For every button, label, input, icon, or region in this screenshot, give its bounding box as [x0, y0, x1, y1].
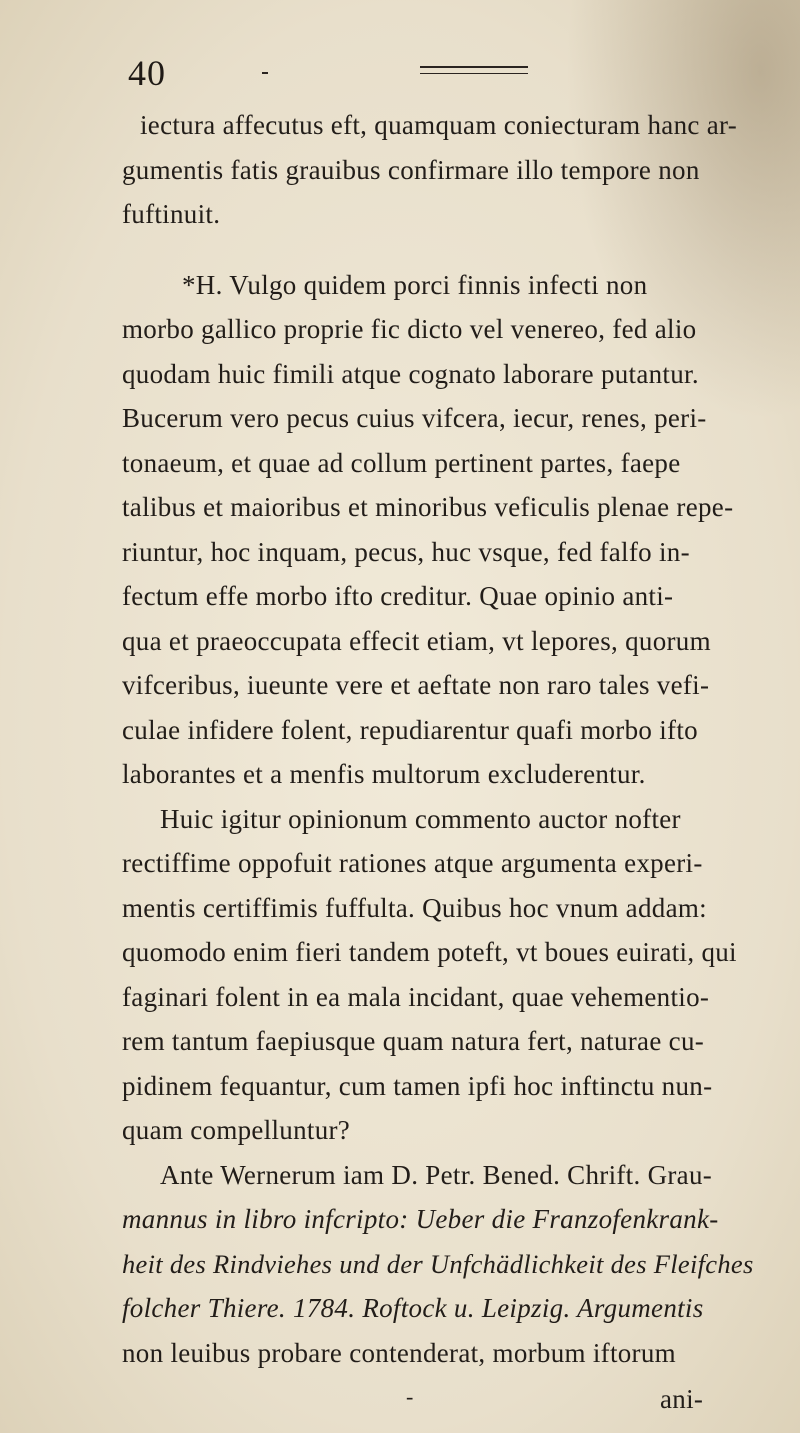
text-line: mentis certiffimis fuffulta. Quibus hoc vnum addam:: [122, 892, 707, 923]
text-line: riuntur, hoc inquam, pecus, huc vsque, fed falfo in-: [122, 536, 690, 567]
text-line: non leuibus probare contenderat, morbum iftorum: [122, 1337, 676, 1368]
text-line: culae infidere folent, repudiarentur quafi morbo ifto: [122, 714, 698, 745]
footer-dash: -: [406, 1384, 414, 1409]
text-line: vifceribus, iueunte vere et aeftate non raro tales vefi-: [122, 670, 710, 700]
catchword: ani-: [660, 1384, 704, 1414]
text-line: quam compelluntur?: [122, 1115, 351, 1145]
text-line: rectiffime oppofuit rationes atque argumenta experi-: [122, 848, 703, 878]
text-line: laborantes et a menfis multorum excluderentur.: [122, 759, 646, 789]
text-line: Huic igitur opinionum commento auctor nofter: [160, 803, 681, 834]
text-line: morbo gallico proprie fic dicto vel venereo, fed alio: [122, 314, 697, 344]
text-line: quodam huic fimili atque cognato laborare putantur.: [122, 358, 699, 389]
text-line: fuftinuit.: [122, 199, 221, 229]
text-line: iectura affecutus eft, quamquam coniecturam hanc ar-: [140, 110, 738, 140]
text-line: Ante Wernerum iam D. Petr. Bened. Chrift. Grau-: [160, 1159, 713, 1190]
header-rule: [420, 66, 528, 74]
text-line: mannus in libro infcripto: Ueber die Franzofenkrank-: [122, 1204, 719, 1234]
text-line: rem tantum faepiusque quam natura fert, naturae cu-: [122, 1026, 705, 1056]
text-line: qua et praeoccupata effecit etiam, vt lepores, quorum: [122, 625, 711, 656]
text-line: heit des Rindviehes und der Unfchädlichkeit des Fleifches: [122, 1248, 754, 1279]
header-dash-mark: [262, 72, 268, 74]
page-number: 40: [128, 53, 166, 93]
text-line: Bucerum vero pecus cuius vifcera, iecur, renes, peri-: [122, 403, 707, 433]
text-line: tonaeum, et quae ad collum pertinent partes, faepe: [122, 447, 681, 478]
text-line: faginari folent in ea mala incidant, quae vehementio-: [122, 981, 710, 1012]
text-line: folcher Thiere. 1784. Roftock u. Leipzig. Argumentis: [122, 1293, 704, 1323]
text-line: talibus et maioribus et minoribus veficulis plenae repe-: [122, 492, 734, 522]
text-line: quomodo enim fieri tandem poteft, vt boues euirati, qui: [122, 937, 737, 967]
text-line: *H. Vulgo quidem porci finnis infecti non: [182, 269, 648, 300]
text-line: fectum effe morbo ifto creditur. Quae opinio anti-: [122, 581, 674, 611]
text-line: pidinem fequantur, cum tamen ipfi hoc inftinctu nun-: [122, 1070, 713, 1101]
text-line: gumentis fatis grauibus confirmare illo tempore non: [122, 154, 700, 185]
